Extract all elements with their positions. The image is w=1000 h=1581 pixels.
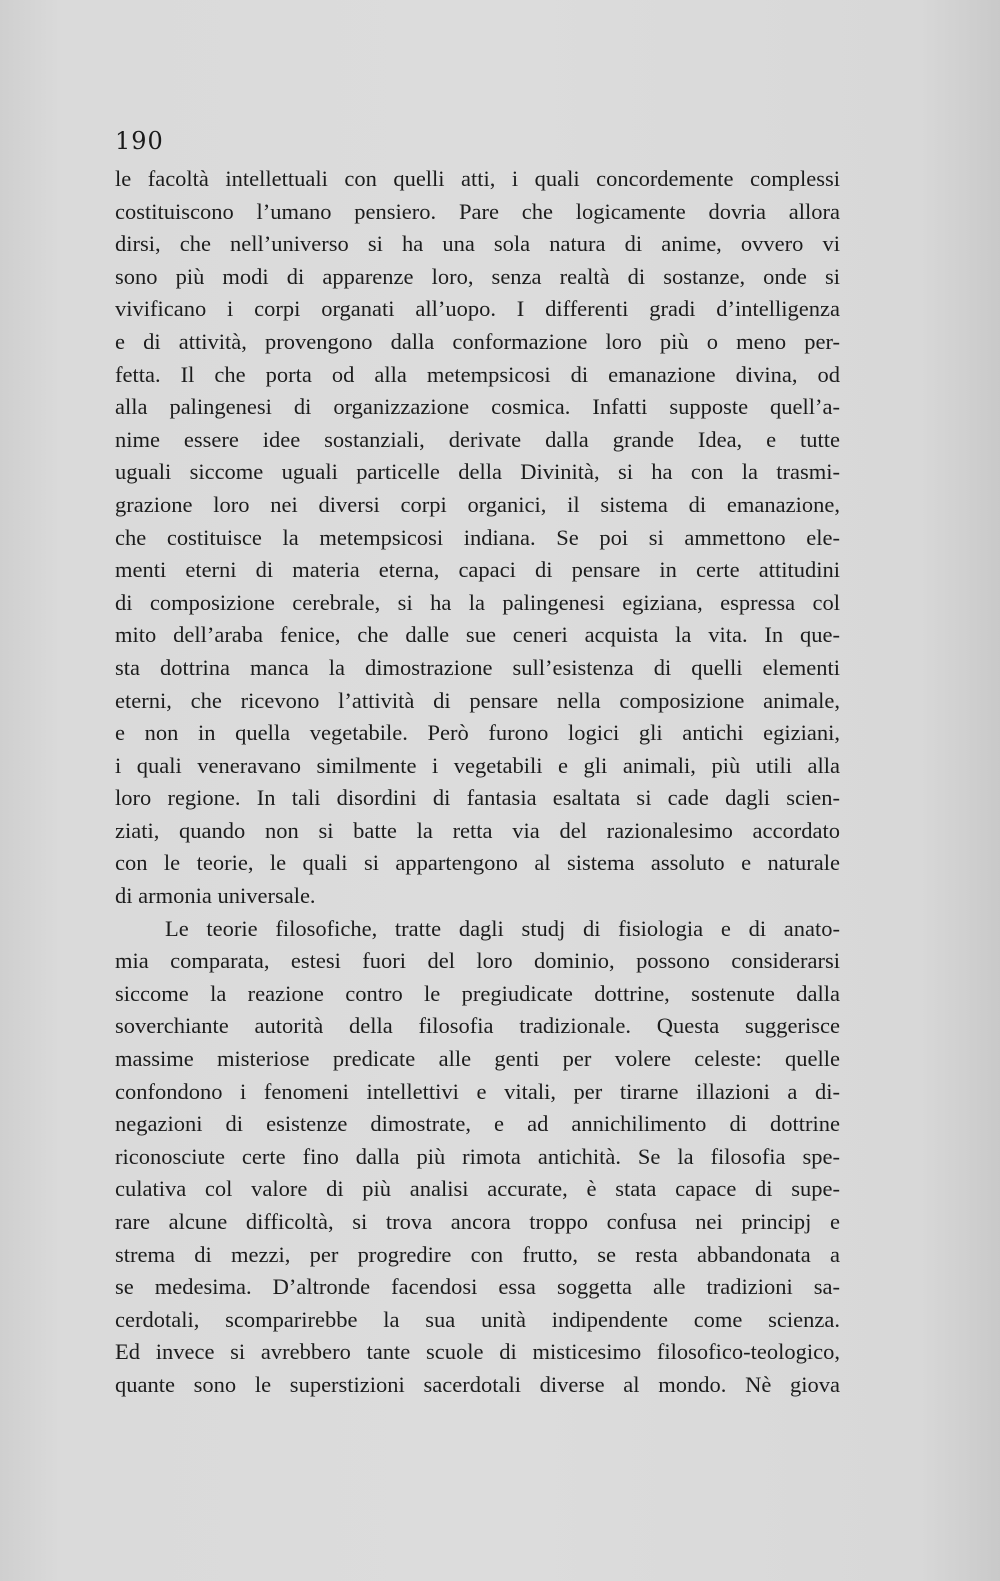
text-line: di armonia universale. bbox=[115, 883, 316, 909]
text-line: soverchiante autorità della filosofia tradizionale. Questa suggerisce bbox=[115, 1013, 840, 1039]
text-line: le facoltà intellettuali con quelli atti, i quali concordemente complessi bbox=[115, 166, 840, 191]
text-line: rare alcune difficoltà, si trova ancora troppo confusa nei principj e bbox=[115, 1209, 840, 1234]
text-line: quante sono le superstizioni sacerdotali diverse al mondo. Nè giova bbox=[115, 1371, 840, 1397]
text-line: grazione loro nei diversi corpi organici, il sistema di emanazione, bbox=[115, 491, 840, 517]
text-line: riconosciute certe fino dalla più rimota antichità. Se la filosofia spe- bbox=[115, 1143, 840, 1169]
text-line: che costituisce la metempsicosi indiana. Se poi si ammettono ele- bbox=[115, 524, 840, 550]
text-line: e di attività, provengono dalla conformazione loro più o meno per- bbox=[115, 328, 840, 354]
text-line: di composizione cerebrale, si ha la palingenesi egiziana, espressa col bbox=[115, 589, 840, 615]
text-line: uguali siccome uguali particelle della Divinità, si ha con la trasmi- bbox=[115, 459, 840, 485]
text-line: culativa col valore di più analisi accurate, è stata capace di supe- bbox=[115, 1176, 840, 1202]
text-line: negazioni di esistenze dimostrate, e ad annichilimento di dottrine bbox=[115, 1111, 840, 1137]
text-line: confondono i fenomeni intellettivi e vitali, per tirarne illazioni a di- bbox=[115, 1078, 840, 1104]
text-line: dirsi, che nell’universo si ha una sola natura di anime, ovvero vi bbox=[115, 231, 840, 257]
text-line: Ed invece si avrebbero tante scuole di misticesimo filosofico-teologico, bbox=[115, 1339, 840, 1365]
text-line: sono più modi di apparenze loro, senza realtà di sostanze, onde si bbox=[115, 263, 840, 289]
text-line: mia comparata, estesi fuori del loro dominio, possono considerarsi bbox=[115, 948, 840, 974]
text-line: costituiscono l’umano pensiero. Pare che logicamente dovria allora bbox=[115, 198, 840, 224]
text-line: e non in quella vegetabile. Però furono logici gli antichi egiziani, bbox=[115, 720, 840, 746]
text-line: eterni, che ricevono l’attività di pensare nella composizione animale, bbox=[115, 687, 840, 713]
text-line: ziati, quando non si batte la retta via del razionalesimo accordato bbox=[115, 817, 840, 843]
text-line: con le teorie, le quali si appartengono al sistema assoluto e naturale bbox=[115, 850, 840, 876]
text-line: i quali veneravano similmente i vegetabili e gli animali, più utili alla bbox=[115, 752, 840, 778]
text-line: massime misteriose predicate alle genti per volere celeste: quelle bbox=[115, 1046, 840, 1072]
text-line: alla palingenesi di organizzazione cosmica. Infatti supposte quell’a- bbox=[115, 394, 840, 420]
text-line: siccome la reazione contro le pregiudicate dottrine, sostenute dalla bbox=[115, 980, 840, 1006]
text-line: menti eterni di materia eterna, capaci di pensare in certe attitudini bbox=[115, 557, 840, 583]
page-number: 190 bbox=[115, 127, 164, 155]
text-line: Le teorie filosofiche, tratte dagli studj di fisiologia e di anato- bbox=[165, 915, 840, 941]
text-line: loro regione. In tali disordini di fantasia esaltata si cade dagli scien- bbox=[115, 785, 840, 811]
text-line: cerdotali, scomparirebbe la sua unità indipendente come scienza. bbox=[115, 1306, 840, 1332]
text-line: mito dell’araba fenice, che dalle sue ceneri acquista la vita. In que- bbox=[115, 622, 840, 648]
text-line: nime essere idee sostanziali, derivate dalla grande Idea, e tutte bbox=[115, 426, 840, 452]
text-line: sta dottrina manca la dimostrazione sull’esistenza di quelli elementi bbox=[115, 654, 840, 680]
text-line: strema di mezzi, per progredire con frutto, se resta abbandonata a bbox=[115, 1241, 840, 1267]
text-line: vivificano i corpi organati all’uopo. I differenti gradi d’intelligenza bbox=[115, 296, 840, 322]
text-line: se medesima. D’altronde facendosi essa soggetta alle tradizioni sa- bbox=[115, 1274, 840, 1300]
body-text bbox=[115, 163, 840, 1402]
text-line: fetta. Il che porta od alla metempsicosi di emanazione divina, od bbox=[115, 361, 840, 387]
